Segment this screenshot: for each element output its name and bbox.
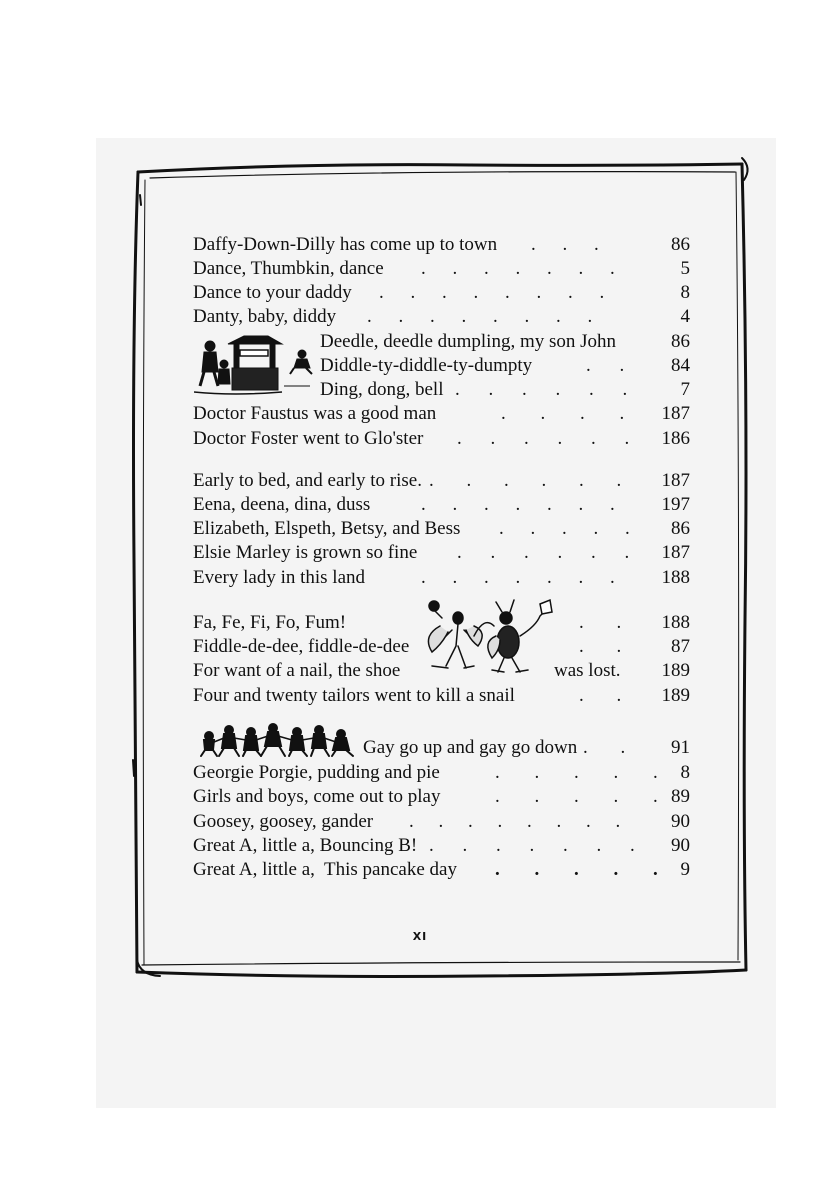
dot-leaders: . .	[583, 737, 640, 758]
toc-entry	[193, 858, 690, 882]
toc-entry	[193, 469, 690, 493]
toc-entry	[193, 834, 690, 858]
toc-entry	[193, 427, 690, 451]
dot-leaders: . . . . .	[495, 786, 673, 807]
dot-leaders: . . . . . .	[455, 379, 640, 400]
entry-title: Georgie Porgie, pudding and pie	[193, 762, 440, 783]
dot-leaders: . . . . . . . .	[379, 282, 616, 303]
page-number: 86	[671, 234, 690, 255]
page-number: 89	[671, 786, 690, 807]
entry-title: Ding, dong, bell	[320, 379, 444, 400]
page-number: 5	[680, 258, 690, 279]
dot-leaders: . . . . . .	[457, 542, 642, 563]
dot-leaders: . .	[586, 355, 637, 376]
dot-leaders: . . . . . . .	[421, 258, 626, 279]
toc-entry	[193, 761, 690, 785]
page-number: 189	[661, 685, 690, 706]
entry-title: Danty, baby, diddy	[193, 306, 337, 327]
page-number: 8	[680, 282, 690, 303]
entry-title: Great A, little a, Bouncing B!	[193, 835, 418, 856]
dot-leaders: . . . . .	[495, 762, 673, 783]
page-number: 189	[661, 660, 690, 681]
toc-entry	[193, 736, 690, 760]
page-number: 197	[661, 494, 690, 515]
toc-entry	[193, 810, 690, 834]
entry-title: Deedle, deedle dumpling, my son John	[320, 331, 617, 352]
toc-entry	[193, 566, 690, 590]
entry-title: Diddle-ty-diddle-ty-dumpty	[320, 355, 533, 376]
page-number: 91	[671, 737, 690, 758]
toc-entry	[193, 541, 690, 565]
entry-title: Elsie Marley is grown so fine	[193, 542, 418, 563]
toc-entry	[193, 684, 690, 708]
entry-title: Girls and boys, come out to play	[193, 786, 441, 807]
entry-title: Great A, little a, This pancake day	[193, 859, 457, 880]
page-number: 187	[661, 542, 690, 563]
dot-leaders: . . . . . .	[457, 428, 642, 449]
page-number: 86	[671, 518, 690, 539]
entry-title: Every lady in this land	[193, 567, 366, 588]
toc-entry	[193, 257, 690, 281]
page-number: 188	[661, 612, 690, 633]
page-number: 4	[680, 306, 690, 327]
page-number: 90	[671, 835, 690, 856]
toc-entry	[193, 305, 690, 329]
toc-entry	[193, 233, 690, 257]
dot-leaders: . . . . . . . .	[367, 306, 604, 327]
entry-title: Doctor Faustus was a good man	[193, 403, 437, 424]
entry-title: Gay go up and gay go down	[363, 737, 578, 758]
toc-entry	[193, 785, 690, 809]
dot-leaders: . .	[579, 612, 636, 633]
entry-title: Eena, deena, dina, duss	[193, 494, 371, 515]
dot-leaders: . . . . . . . .	[409, 811, 631, 832]
page-number: 187	[661, 470, 690, 491]
well-and-children-illustration	[194, 334, 318, 402]
page-number: 8	[680, 762, 690, 783]
toc-entry	[193, 493, 690, 517]
page-number: 87	[671, 636, 690, 657]
entry-title: Dance to your daddy	[193, 282, 352, 303]
dot-leaders: . . . . . .	[429, 470, 636, 491]
page-number: 86	[671, 331, 690, 352]
page-number: 188	[661, 567, 690, 588]
entry-title: Goosey, goosey, gander	[193, 811, 374, 832]
dot-leaders: . . . . . . .	[421, 567, 626, 588]
dot-leaders: . . . . .	[499, 518, 641, 539]
page-folio: XI	[412, 930, 428, 943]
dot-leaders: . . . .	[501, 403, 640, 424]
entry-title: Daffy-Down-Dilly has come up to town	[193, 234, 498, 255]
entry-title: Dance, Thumbkin, dance	[193, 258, 384, 279]
page-number: 84	[671, 355, 690, 376]
dot-leaders: . . . . .	[495, 859, 673, 880]
page-number: 9	[680, 859, 690, 880]
toc-entry	[193, 402, 690, 426]
page-number: 7	[680, 379, 690, 400]
entry-title: Fiddle-de-dee, fiddle-de-dee	[193, 636, 410, 657]
dancing-insects-illustration	[412, 596, 558, 678]
entry-title-tail: was lost.	[554, 660, 621, 681]
dot-leaders: . .	[579, 636, 636, 657]
entry-title: Early to bed, and early to rise.	[193, 470, 422, 491]
page-number: 90	[671, 811, 690, 832]
entry-title: Four and twenty tailors went to kill a snail	[193, 685, 515, 706]
entry-title: Fa, Fe, Fi, Fo, Fum!	[193, 612, 347, 633]
dot-leaders: . .	[579, 685, 636, 706]
toc-entry	[193, 517, 690, 541]
dot-leaders: . . .	[531, 234, 610, 255]
dot-leaders: . . . . . . .	[429, 835, 647, 856]
entry-title: For want of a nail, the shoe	[193, 660, 401, 681]
entry-title: Elizabeth, Elspeth, Betsy, and Bess	[193, 518, 461, 539]
page-number: 187	[661, 403, 690, 424]
dot-leaders: . . . . . . .	[421, 494, 626, 515]
toc-entry	[193, 281, 690, 305]
entry-title: Doctor Foster went to Glo'ster	[193, 428, 424, 449]
page-number: 186	[661, 428, 690, 449]
